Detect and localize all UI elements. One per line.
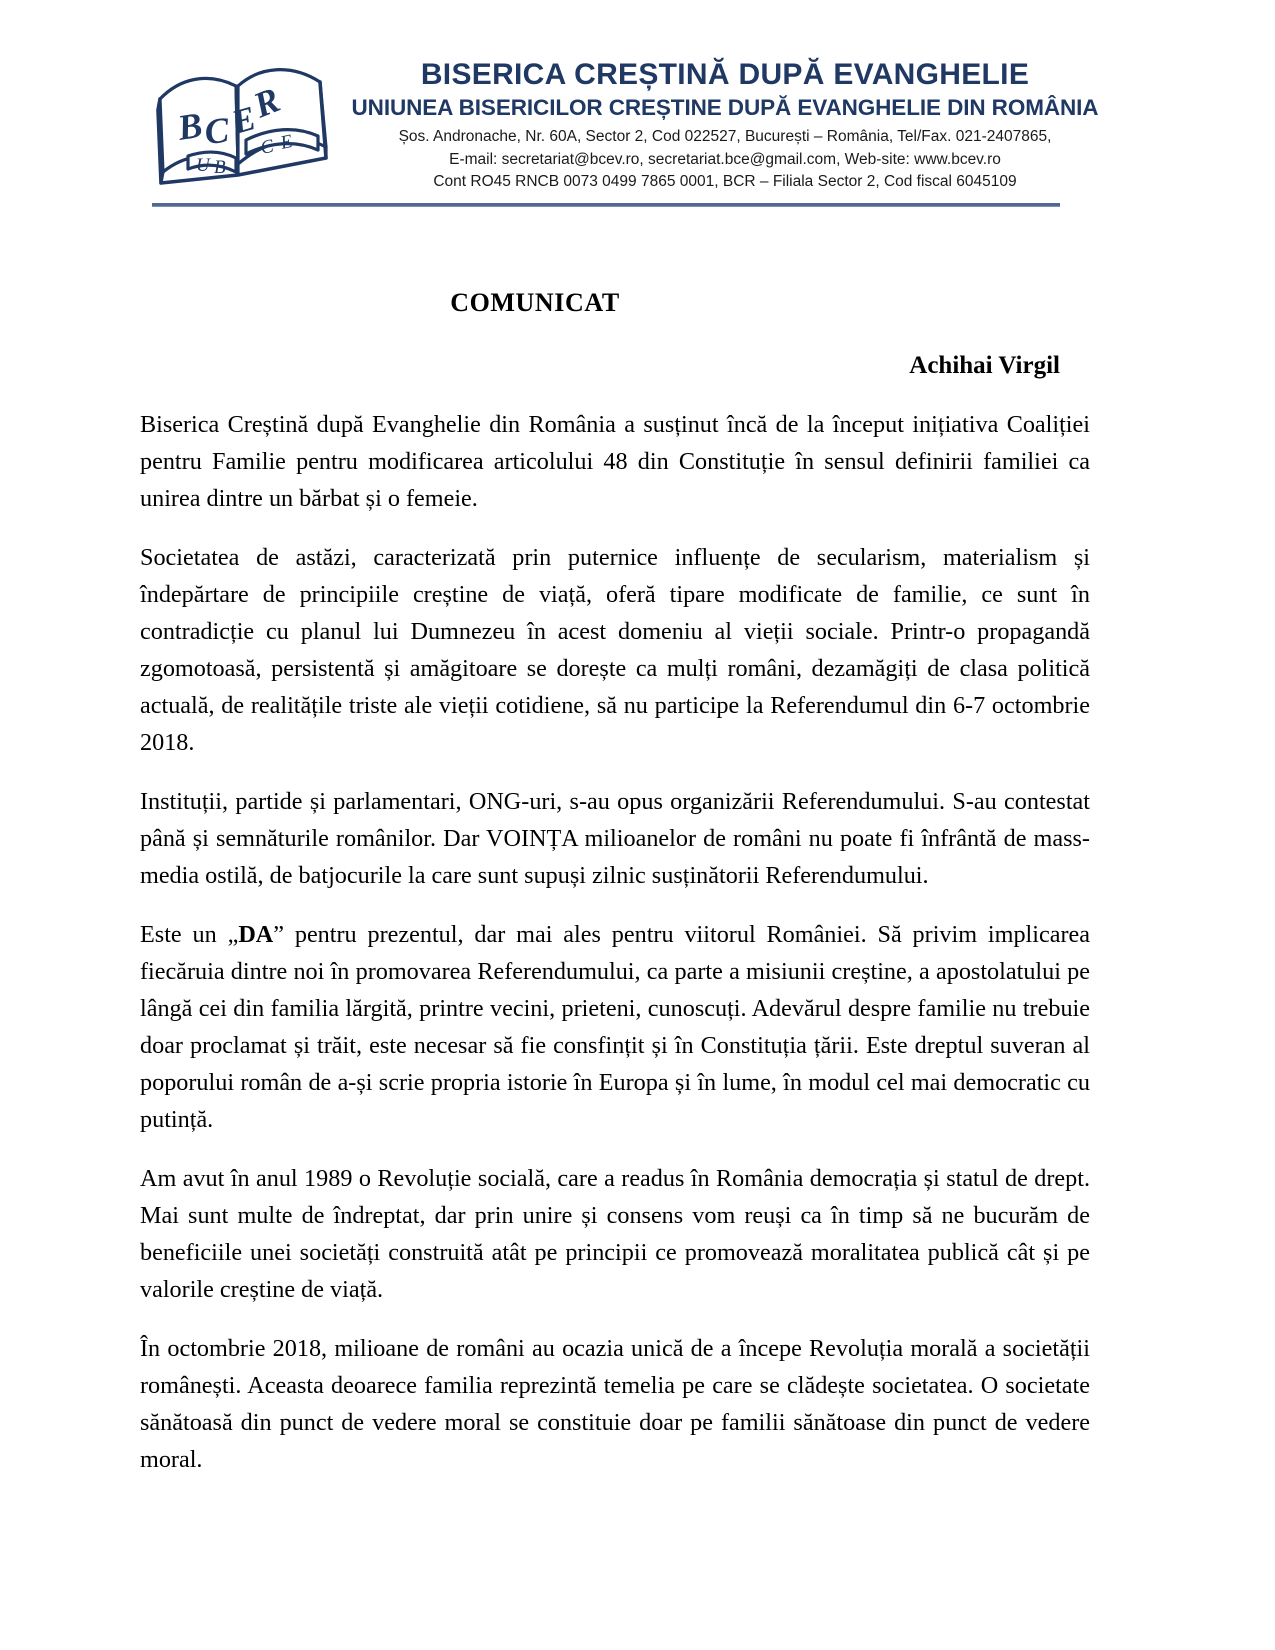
emphasized-word: DA (238, 921, 274, 949)
paragraph: Am avut în anul 1989 o Revoluție socială, care a readus în România democrația și statul de drept. Mai sunt multe de îndreptat, dar prin unire și consens vom reuși ca în timp să ne bucurăm de beneficiile unei societăți construită atât pe principii ce promovează moralitatea publică cât și pe valorile creștine de viață. (140, 1165, 1090, 1304)
svg-text:E: E (278, 130, 295, 154)
document-body (140, 288, 1090, 1478)
org-email-website: E-mail: secretariat@bcev.ro, secretariat.bce@gmail.com, Web-site: www.bcev.ro (449, 150, 1001, 168)
paragraph: Biserica Creștină după Evanghelie din România a susținut încă de la început inițiativa Coaliției pentru Familie pentru modificarea articolului 48 din Constituție în sensul definirii familiei ca unirea dintre un bărbat și o femeie. (140, 411, 1090, 513)
svg-text:C: C (258, 135, 276, 159)
org-name-primary: BISERICA CREȘTINĂ DUPĂ EVANGHELIE (420, 58, 1030, 91)
page-title: COMUNICAT (450, 288, 620, 317)
paragraph: Societatea de astăzi, caracterizată prin puternice influențe de secularism, materialism și îndepărtare de principiile creștine de viață, oferă tipare modificate de familie, ce sunt în contradicție cu planul lui Dumnezeu în acest domeniu al vieții sociale. Printr-o propagandă zgomotoasă, persistentă și amăgitoare se dorește ca mulți români, dezamăgiți de clasa politică actuală, de realitățile triste ale vieții cotidiene, să nu participe la Referendumul din 6-7 octombrie 2018. (140, 544, 1090, 757)
paragraph-with-emphasis (140, 916, 1090, 1138)
svg-text:C: C (202, 109, 231, 152)
paragraph: Instituții, partide și parlamentari, ONG-uri, s-au opus organizării Referendumului. S-au contestat până și semnăturile românilor. Dar VOINȚA milioanelor de români nu poate fi înfrântă de mass-media ostilă, de batjocurile la care sunt supuși zilnic susținătorii Referendumului. (140, 788, 1090, 890)
paragraph-text-after: ” pentru prezentul, dar mai ales pentru viitorul României. Să privim implicarea fiecăruia dintre noi în promovarea Referendumului, ca parte a misiunii creștine, a apostolatului pe lângă cei din familia lărgită, printre vecini, prieteni, cunoscuți. Adevărul despre familie nu trebuie doar proclamat și trăit, este necesar să fie consfințit și în Constituția țării. Este dreptul suveran al poporului român de a-și scrie propria istorie în Europa și în lume, în modul cel mai democratic cu putință. (140, 921, 1090, 1134)
paragraph-text-before: Este un „ (140, 921, 239, 949)
svg-text:E: E (228, 99, 261, 142)
paragraph: În octombrie 2018, milioane de români au ocazia unică de a începe Revoluția morală a societății românești. Aceasta deoarece familia reprezintă temelia pe care se clădește societatea. O societate sănătoasă din punct de vedere moral se constituie doar pe familii sănătoase din punct de vedere moral. (140, 1335, 1090, 1474)
org-identity (340, 52, 1110, 194)
open-book-bcer-logo-icon (150, 52, 340, 200)
org-bank-details: Cont RO45 RNCB 0073 0499 7865 0001, BCR – Filiala Sector 2, Cod fiscal 6045109 (433, 173, 1017, 191)
svg-text:B: B (174, 104, 205, 148)
bcer-logo (150, 52, 340, 200)
svg-text:U: U (196, 155, 210, 176)
org-address: Șos. Andronache, Nr. 60A, Sector 2, Cod 022527, București – România, Tel/Fax. 021-2407865, (398, 127, 1052, 145)
letterhead-divider (152, 203, 1060, 207)
author-name: Achihai Virgil (909, 352, 1060, 379)
letterhead (150, 52, 1110, 200)
svg-text:R: R (248, 79, 286, 126)
org-name-secondary: UNIUNEA BISERICILOR CREȘTINE DUPĂ EVANGHELIE DIN ROMÂNIA (351, 94, 1099, 120)
svg-text:B: B (214, 157, 226, 178)
